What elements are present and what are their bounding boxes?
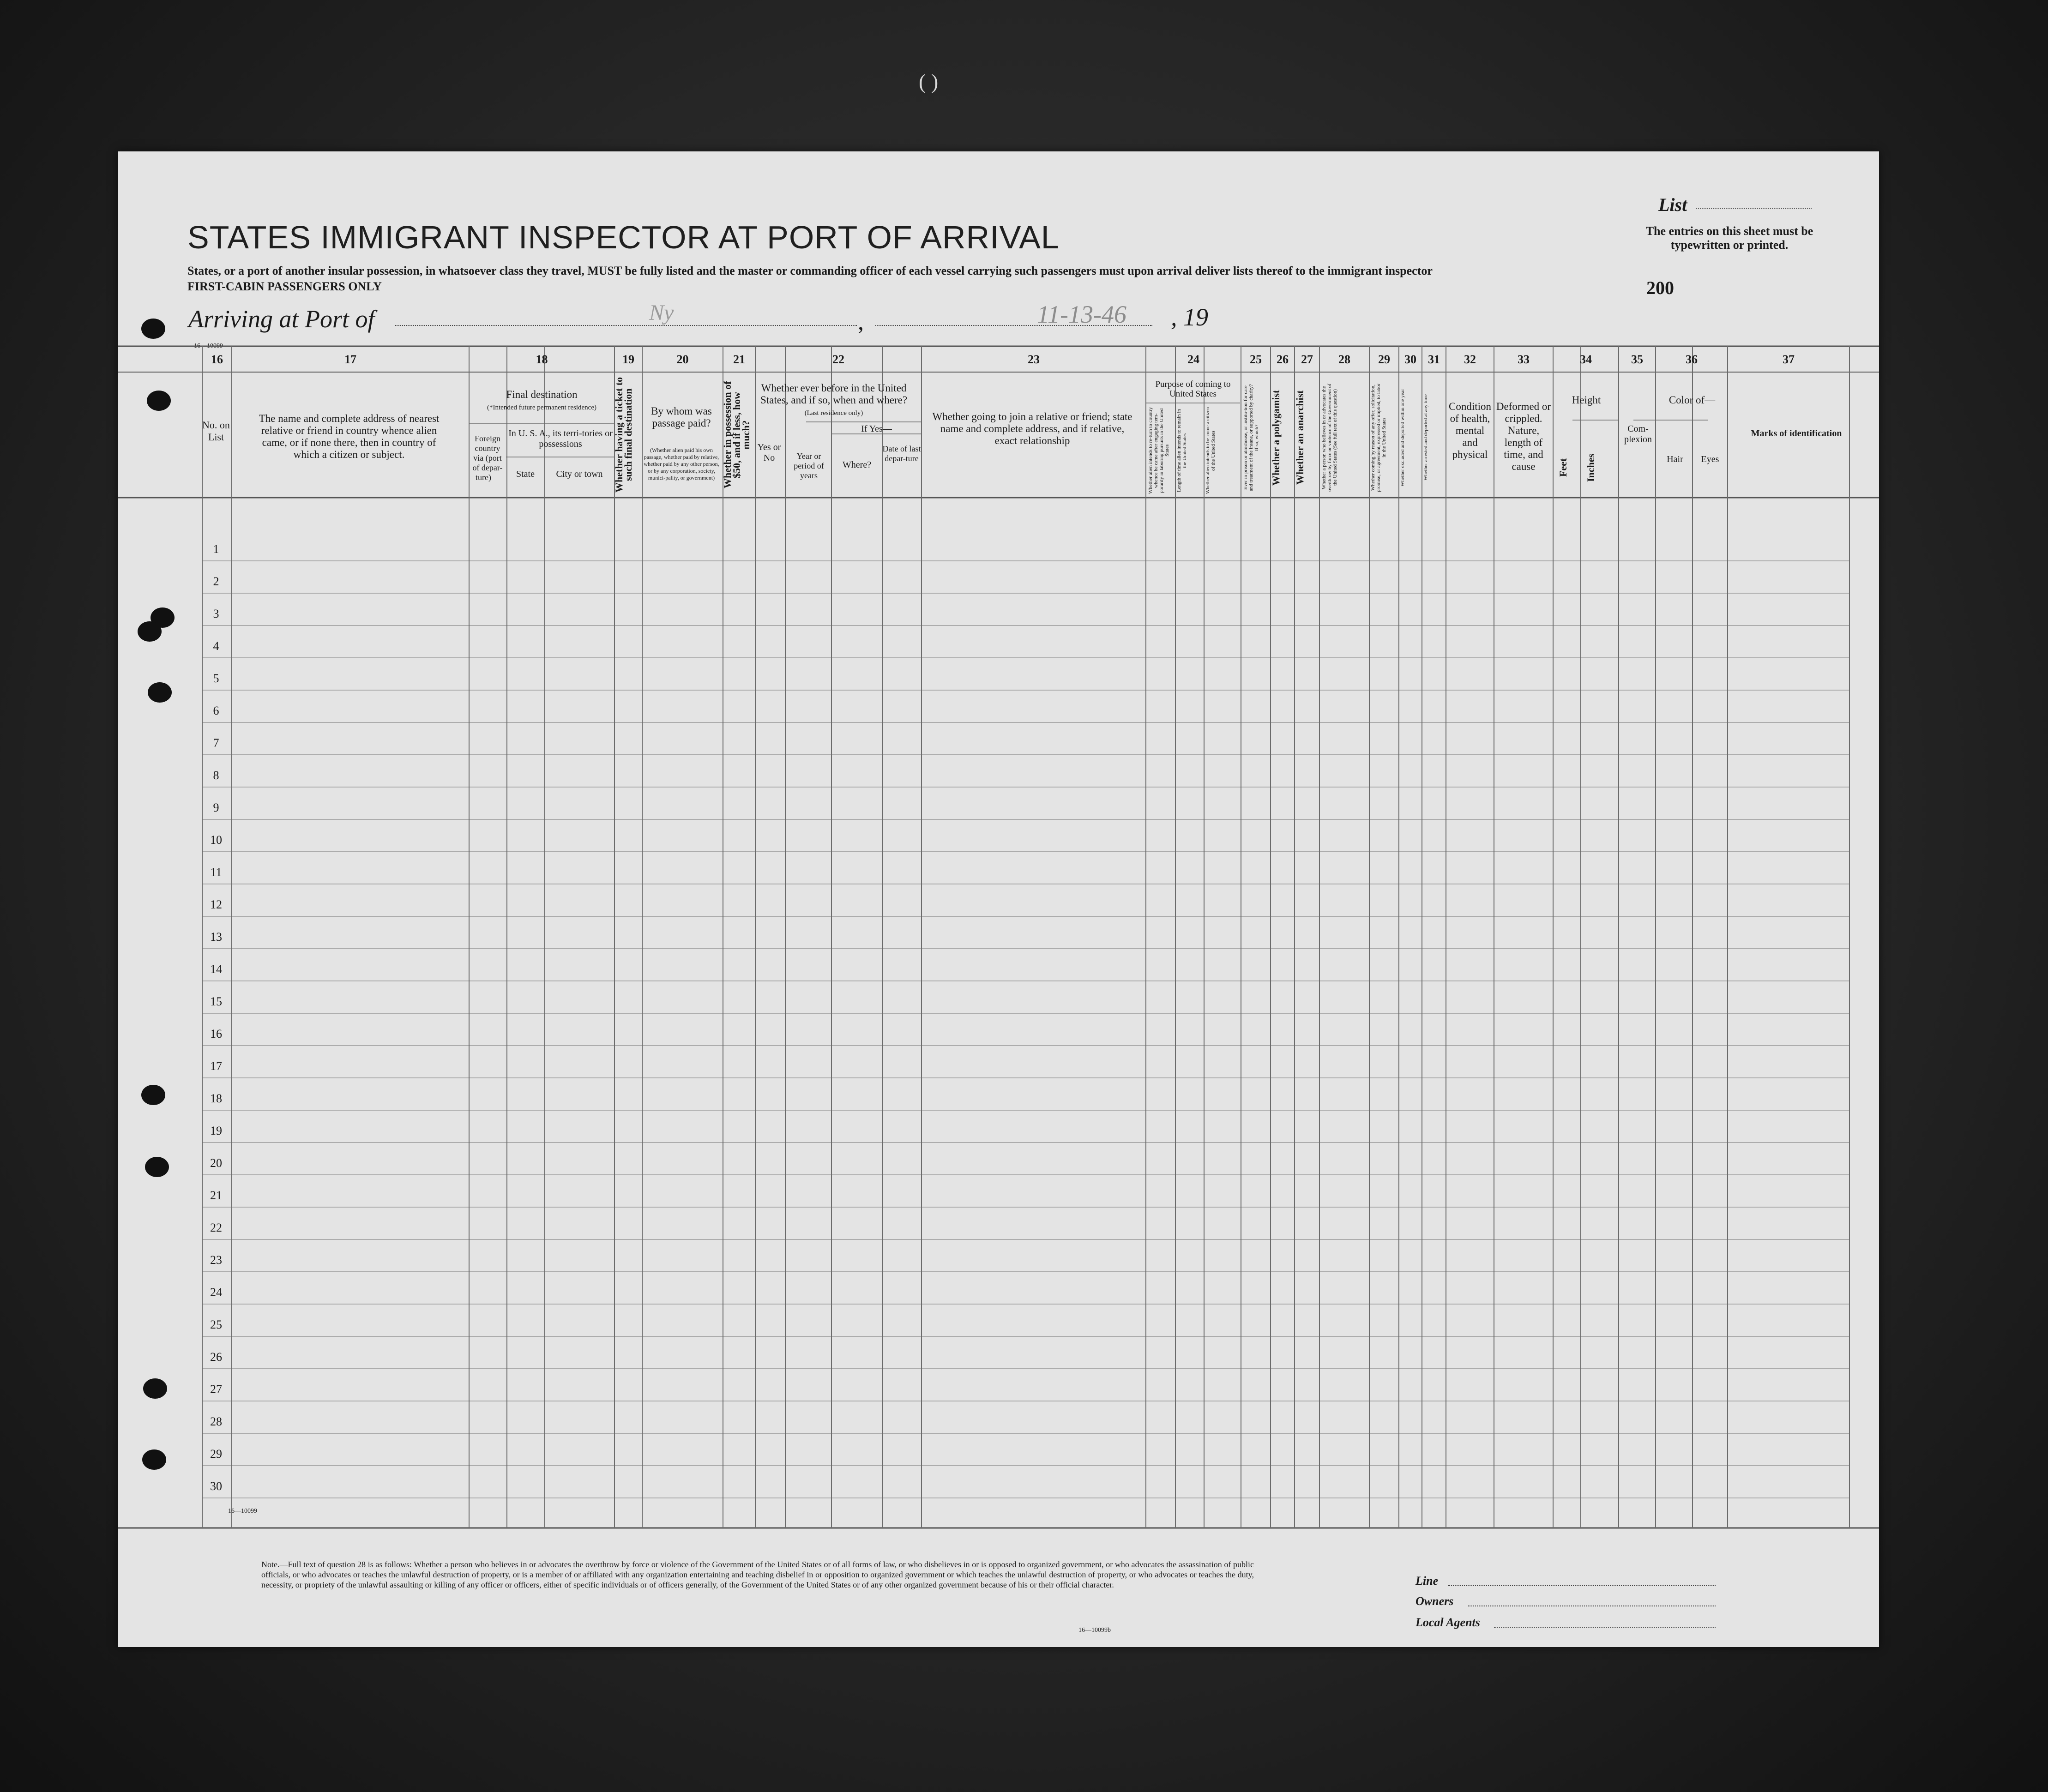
col27-header: Whether an anarchist xyxy=(1294,390,1306,485)
film-edge-mark: ( ) xyxy=(919,70,939,93)
binder-hole xyxy=(138,621,162,642)
row-number: 14 xyxy=(210,962,222,976)
year-prefix: , 19 xyxy=(1171,303,1208,331)
col34-feet: Feet xyxy=(1557,458,1569,477)
col36-eyes: Eyes xyxy=(1701,454,1719,464)
col26-header: Whether a polygamist xyxy=(1270,390,1282,486)
handwritten-port: Ny xyxy=(649,301,674,325)
line-field xyxy=(1448,1585,1716,1586)
col20-subtitle: (Whether alien paid his own passage, whether paid by relative, whether paid by any other person, or by any corporation, society, munici-pality, or government) xyxy=(644,447,719,481)
col31-header: Whether arrested and deported at any time xyxy=(1423,394,1428,481)
col24-citizen: Whether alien intends to be-come a citizen of the United States xyxy=(1205,407,1216,494)
row-number: 16 xyxy=(210,1027,222,1040)
row-number: 11 xyxy=(210,866,222,879)
row-number: 17 xyxy=(210,1059,222,1073)
col33-header: Deformed or crippled. Nature, length of time, and cause xyxy=(1496,401,1551,472)
column-number: 26 xyxy=(1277,353,1289,366)
col37-header: Marks of identification xyxy=(1751,428,1842,439)
comma: , xyxy=(858,309,864,335)
column-number: 21 xyxy=(733,353,745,366)
instructions-line-1: States, or a port of another insular possession, in whatsoever class they travel, MUST be fully listed and the master or commanding officer of each vessel carrying such passengers must upon arrival deliver lists thereof to the immigrant inspector xyxy=(187,264,1433,277)
row-number: 27 xyxy=(210,1383,222,1396)
row-number: 28 xyxy=(210,1415,222,1428)
form-code-bottom: 16—10099 xyxy=(228,1508,257,1515)
row-number: 25 xyxy=(210,1318,222,1331)
col21-header: Whether in possession of $50, and if less, how much? xyxy=(722,381,752,489)
handwritten-date: 11-13-46 xyxy=(1037,301,1126,328)
row-number: 7 xyxy=(213,736,219,750)
row-number: 9 xyxy=(213,801,219,814)
column-number: 22 xyxy=(832,353,844,366)
row-number: 4 xyxy=(213,639,219,653)
row-number: 1 xyxy=(213,542,219,556)
col20-title: By whom was passage paid? xyxy=(651,405,712,429)
row-number: 30 xyxy=(210,1479,222,1493)
binder-hole xyxy=(148,682,172,703)
row-number: 5 xyxy=(213,672,219,685)
local-agents-field xyxy=(1494,1627,1716,1628)
col34-title: Height xyxy=(1572,394,1601,406)
col22-year: Year or period of years xyxy=(794,451,824,480)
column-number: 33 xyxy=(1518,353,1530,366)
col25-header: Ever in prison or almshouse, or institu-tion for care and treatment of the insane, or supported by charity? If so, which? xyxy=(1243,384,1259,491)
row-number: 20 xyxy=(210,1156,222,1170)
row-number: 24 xyxy=(210,1286,222,1299)
col36-hair: Hair xyxy=(1667,454,1683,464)
instructions-line-2: FIRST-CABIN PASSENGERS ONLY xyxy=(187,280,382,293)
binder-hole xyxy=(143,1378,167,1399)
col28-header: Whether a person who believes in or advocates the overthrow by force or violence of the Government of the United States (See full text of this question) xyxy=(1321,384,1338,492)
col17-header: The name and complete address of nearest relative or friend in country whence alien came, or if none there, then in country of which a citizen or subject. xyxy=(259,413,440,460)
column-number: 24 xyxy=(1187,353,1199,366)
row-number: 2 xyxy=(213,575,219,588)
binder-hole xyxy=(145,1157,169,1177)
col18-city: City or town xyxy=(556,469,603,479)
col18-usa: In U. S. A., its terri-tories or possessions xyxy=(508,428,613,449)
form-code-top: 16—10099 xyxy=(194,343,223,349)
arriving-label: Arriving at Port of xyxy=(188,305,375,333)
local-agents-label: Local Agents xyxy=(1416,1616,1480,1629)
col22-if-yes: If Yes— xyxy=(861,424,892,434)
row-number: 22 xyxy=(210,1221,222,1234)
column-number: 36 xyxy=(1686,353,1698,366)
column-number: 18 xyxy=(536,353,548,366)
page-title: STATES IMMIGRANT INSPECTOR AT PORT OF ARRIVAL xyxy=(187,219,1060,255)
column-number: 27 xyxy=(1301,353,1313,366)
row-number: 10 xyxy=(210,833,222,847)
col36-title: Color of— xyxy=(1669,394,1716,406)
col24-length: Length of time alien intends to remain in the United States xyxy=(1176,409,1187,492)
row-number: 15 xyxy=(210,995,222,1008)
col32-header: Condition of health, mental and physical xyxy=(1448,401,1491,460)
column-number: 35 xyxy=(1631,353,1643,366)
col16-header: No. on List xyxy=(202,419,230,443)
row-number: 13 xyxy=(210,930,222,944)
binder-hole xyxy=(141,319,165,339)
sheet-number: 200 xyxy=(1646,277,1674,298)
column-number: 20 xyxy=(676,353,689,366)
footnote-code: 16—10099b xyxy=(1078,1627,1111,1634)
table-grid xyxy=(118,151,1879,1647)
col34-inches: Inches xyxy=(1585,453,1596,482)
col22-subtitle: (Last residence only) xyxy=(804,409,863,417)
column-number: 23 xyxy=(1028,353,1040,366)
col29-header: Whether coming by reason of any offer, solicitation, promise, or agreement, expressed or implied, to labor in the United States xyxy=(1370,383,1387,492)
column-number: 30 xyxy=(1404,353,1416,366)
col35-header: Com-plexion xyxy=(1624,424,1652,445)
column-number: 25 xyxy=(1250,353,1262,366)
col24-title: Purpose of coming to United States xyxy=(1155,379,1231,399)
col22-title: Whether ever before in the United States, and if so, when and where? xyxy=(760,382,908,406)
row-number: 21 xyxy=(210,1189,222,1202)
column-number: 28 xyxy=(1338,353,1350,366)
column-number: 17 xyxy=(344,353,356,366)
column-number: 31 xyxy=(1428,353,1440,366)
column-number: 29 xyxy=(1378,353,1390,366)
col18-subtitle: (*Intended future permanent residence) xyxy=(487,404,596,411)
col30-header: Whether excluded and deported within one year xyxy=(1400,389,1405,487)
row-number: 26 xyxy=(210,1350,222,1364)
column-number: 16 xyxy=(211,353,223,366)
binder-hole xyxy=(147,391,171,411)
row-number: 8 xyxy=(213,769,219,782)
col22-yes-no: Yes or No xyxy=(757,442,781,463)
list-label: List xyxy=(1658,194,1687,215)
column-number: 32 xyxy=(1464,353,1476,366)
row-number: 23 xyxy=(210,1253,222,1267)
binder-hole xyxy=(141,1085,165,1105)
footnote: Note.—Full text of question 28 is as follows: Whether a person who believes in or advocates the overthrow by force or violence of the Government of the United States or of all forms of law, or who disbelieves in or is opposed to organized government, or who advocates the assassination of public officials, or who advocates or teaches the unlawful destruction of property, or is a member of or affiliated with any organization entertaining and teaching disbelief in or opposition to organized government or which teaches the unlawful destruction of property, or who advocates or teaches the duty, necessity, or propriety of the unlawful assaulting or killing of any officer or officers, either of specific individuals or of officers generally, of the Government of the United States or of any other organized government because of his or their official character. xyxy=(261,1560,1254,1589)
row-number: 18 xyxy=(210,1092,222,1105)
col24-return: Whether alien intends to re-turn to country whence he came after engaging tem-porarily in laboring pursuits in the United States xyxy=(1148,407,1170,494)
col22-where: Where? xyxy=(842,460,872,470)
row-number: 19 xyxy=(210,1124,222,1137)
col22-date: Date of last depar-ture xyxy=(882,444,921,463)
line-label: Line xyxy=(1416,1574,1439,1588)
row-number: 12 xyxy=(210,898,222,911)
col23-header: Whether going to join a relative or friend; state name and complete address, and if relative, exact relationship xyxy=(932,411,1132,446)
col19-header: Whether having a ticket to such final destination xyxy=(613,377,634,493)
manifest-sheet xyxy=(118,151,1879,1647)
binder-hole xyxy=(142,1449,166,1470)
column-number: 19 xyxy=(622,353,634,366)
owners-label: Owners xyxy=(1416,1594,1454,1608)
row-number: 3 xyxy=(213,607,219,620)
col18-foreign: Foreign country via (port of depar-ture)— xyxy=(472,434,503,482)
column-number: 34 xyxy=(1580,353,1592,366)
row-number: 6 xyxy=(213,704,219,717)
row-number: 29 xyxy=(210,1447,222,1461)
col18-title: Final destination xyxy=(506,389,578,400)
col18-state: State xyxy=(516,469,535,479)
column-number: 37 xyxy=(1783,353,1795,366)
entries-note: The entries on this sheet must be typewritten or printed. xyxy=(1645,224,1813,252)
